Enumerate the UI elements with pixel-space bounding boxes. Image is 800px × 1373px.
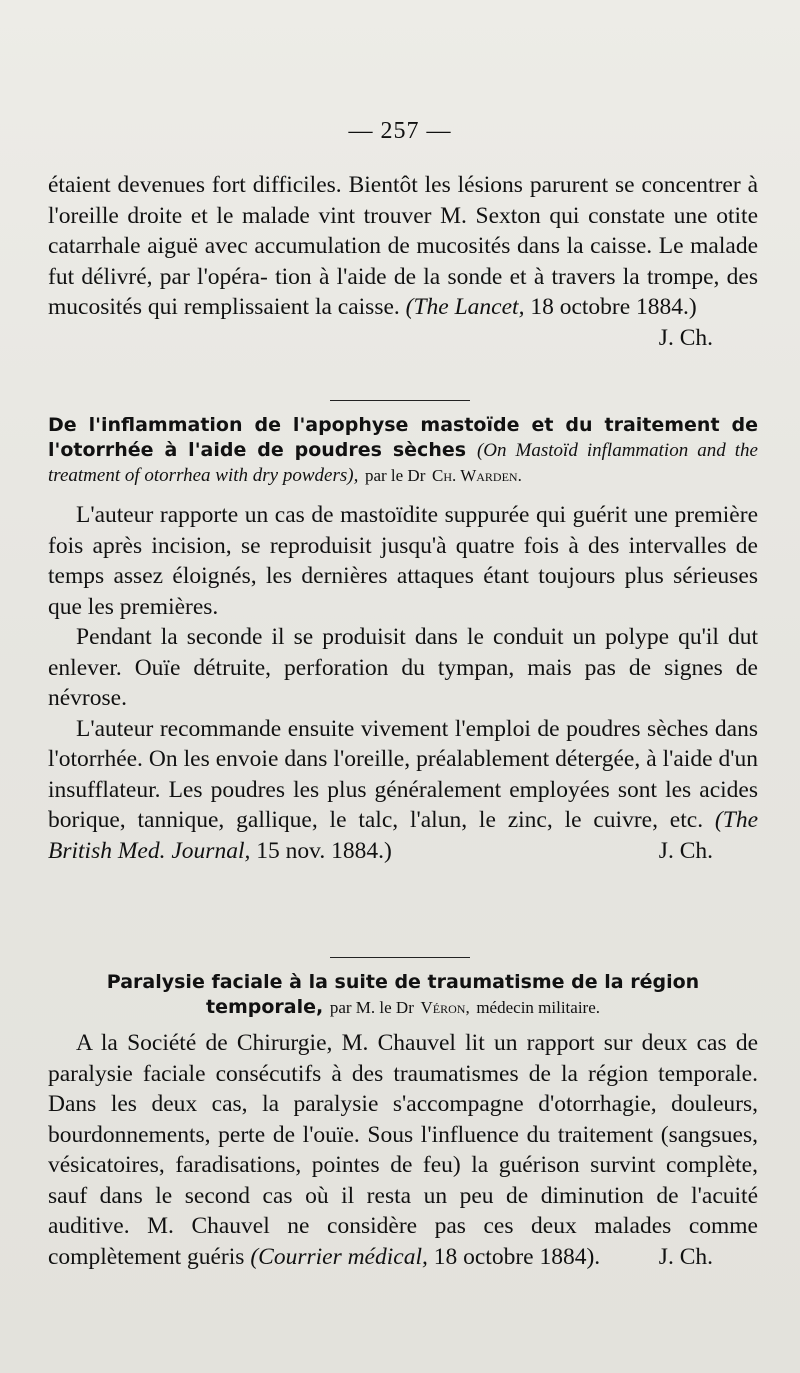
author-name: Ch. Warden.: [432, 466, 522, 485]
section-divider: [330, 957, 470, 958]
paragraph: L'auteur rapporte un cas de mastoïdite suppurée qui guérit une première fois après incision, se reproduisit jusqu'à quatre fois à des intervalles de temps assez éloignés, les dernières attaques étant toujours plus sérieuses que les premières.: [48, 502, 758, 620]
author-prefix: par le Dr: [364, 466, 426, 485]
text-line: qui remplissaient la caisse.: [147, 294, 400, 320]
author-affiliation: médecin militaire.: [476, 998, 601, 1017]
text-line: de mucosités dans la caisse. Le malade fut délivré, par l'opéra-: [48, 233, 759, 290]
text-line: étaient devenues fort difficiles. Bientôt les lésions parurent se: [48, 172, 635, 198]
citation-journal: (Courrier médical,: [250, 1243, 428, 1270]
author-prefix: par M. le Dr: [329, 998, 414, 1017]
citation-journal: (The British Med. Journal,: [48, 807, 758, 864]
citation-date: 18 octobre 1884.): [524, 294, 697, 320]
signature: J. Ch.: [658, 324, 713, 351]
signature: J. Ch.: [658, 1244, 713, 1270]
article-title: [48, 413, 758, 488]
article-title-bold: De l'inflammation de l'apophyse mastoïde et du traitement de l'otorrhée à l'aide de poudres sèches: [48, 414, 758, 461]
signature: J. Ch.: [658, 838, 713, 864]
section-divider: [330, 400, 470, 401]
text-line: qui constate une otite catarrhale aiguë avec accumulation: [48, 202, 758, 259]
paragraph-text: L'auteur recommande ensuite vivement l'emploi de poudres sèches dans l'otorrhée. On les envoie dans l'oreille, préalablement détergée, à l'aide d'un insufflateur. Les poudres les plus généralement employées sont les acides borique, tannique, gallique, le talc, l'alun, le zinc, le cuivre, etc.: [48, 715, 758, 833]
text-line: tion à l'aide de la sonde et à travers la trompe, des mucosités: [48, 263, 758, 320]
citation-date: 18 octobre 1884).: [433, 1243, 601, 1270]
author-name: Véron,: [420, 998, 470, 1017]
article-title-english: (On Mastoïd inflammation and the treatment of otorrhea with dry powders),: [48, 440, 758, 486]
paragraph: Pendant la seconde il se produisit dans le conduit un polype qu'il dut enlever. Ouïe détruite, perforation du tympan, mais pas de signes de névrose.: [48, 624, 758, 711]
article-paralysis: [48, 970, 758, 1273]
citation-journal: (The Lancet,: [405, 294, 525, 320]
citation-date: 15 nov. 1884.): [250, 837, 392, 864]
article-title: [48, 970, 758, 1020]
paragraph-continuation: [48, 170, 758, 323]
text-line: concentrer à l'oreille droite et le malade vint trouver M. Sexton: [48, 172, 758, 229]
paragraph: [48, 1028, 758, 1272]
page-number: — 257 —: [348, 118, 452, 144]
article-title-bold: Paralysie faciale à la suite de traumatisme de la région temporale,: [106, 971, 700, 1018]
section-continuation: [48, 170, 758, 353]
article-mastoid: [48, 413, 758, 867]
paragraph-text: A la Société de Chirurgie, M. Chauvel lit un rapport sur deux cas de paralysie faciale consécutifs à des traumatismes de la région temporale. Dans les deux cas, la paralysie s'accompagne d'otorrhagie, douleurs, bourdonnements, perte de l'ouïe. Sous l'influence du traitement (sangsues, vésicatoires, faradisations, pointes de feu) la guérison survint complète, sauf dans le second cas où il resta un peu de diminution de l'acuité auditive. M. Chauvel ne considère pas ces deux malades comme complètement guéris: [48, 1030, 758, 1270]
